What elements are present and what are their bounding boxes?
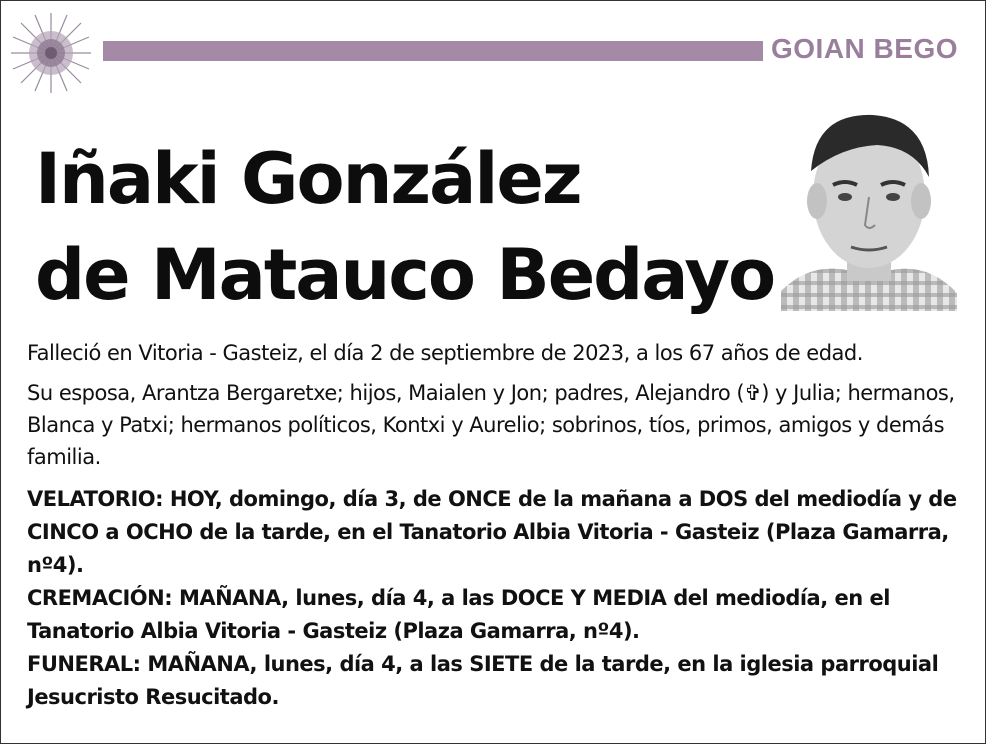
portrait-photo: [781, 101, 957, 311]
deceased-name: [35, 131, 774, 323]
event-funeral: FUNERAL: MAÑANA, lunes, día 4, a las SIETE de la tarde, en la iglesia parroquial Jesucristo Resucitado.: [27, 652, 939, 709]
family-list: [27, 377, 967, 473]
family-text-end: ) y Julia; hermanos, Blanca y Patxi; hermanos políticos, Kontxi y Aurelio; sobrinos, tíos, primos, amigos y demás familia.: [27, 381, 955, 469]
event-velatorio: VELATORIO: HOY, domingo, día 3, de ONCE de la mañana a DOS del mediodía y de CINCO a OCHO de la tarde, en el Tanatorio Albia Vitoria - Gasteiz (Plaza Gamarra, nº4).: [27, 487, 957, 577]
events-list: [27, 483, 967, 714]
deceased-name-line1: Iñaki González: [35, 138, 581, 220]
cross-icon: ✞: [744, 381, 762, 405]
family-text-start: Su esposa, Arantza Bergaretxe; hijos, Maialen y Jon; padres, Alejandro (: [27, 381, 745, 405]
deceased-name-line2: de Matauco Bedayo: [35, 234, 775, 316]
death-notice: Falleció en Vitoria - Gasteiz, el día 2 de septiembre de 2023, a los 67 años de edad.: [27, 341, 863, 365]
section-label: GOIAN BEGO: [771, 33, 959, 64]
event-cremacion: CREMACIÓN: MAÑANA, lunes, día 4, a las DOCE Y MEDIA del mediodía, en el Tanatorio Albia Vitoria - Gasteiz (Plaza Gamarra, nº4).: [27, 586, 890, 643]
thistle-flower-icon: [7, 9, 95, 97]
obituary-text: [27, 337, 967, 714]
header-accent-band: [103, 41, 763, 61]
